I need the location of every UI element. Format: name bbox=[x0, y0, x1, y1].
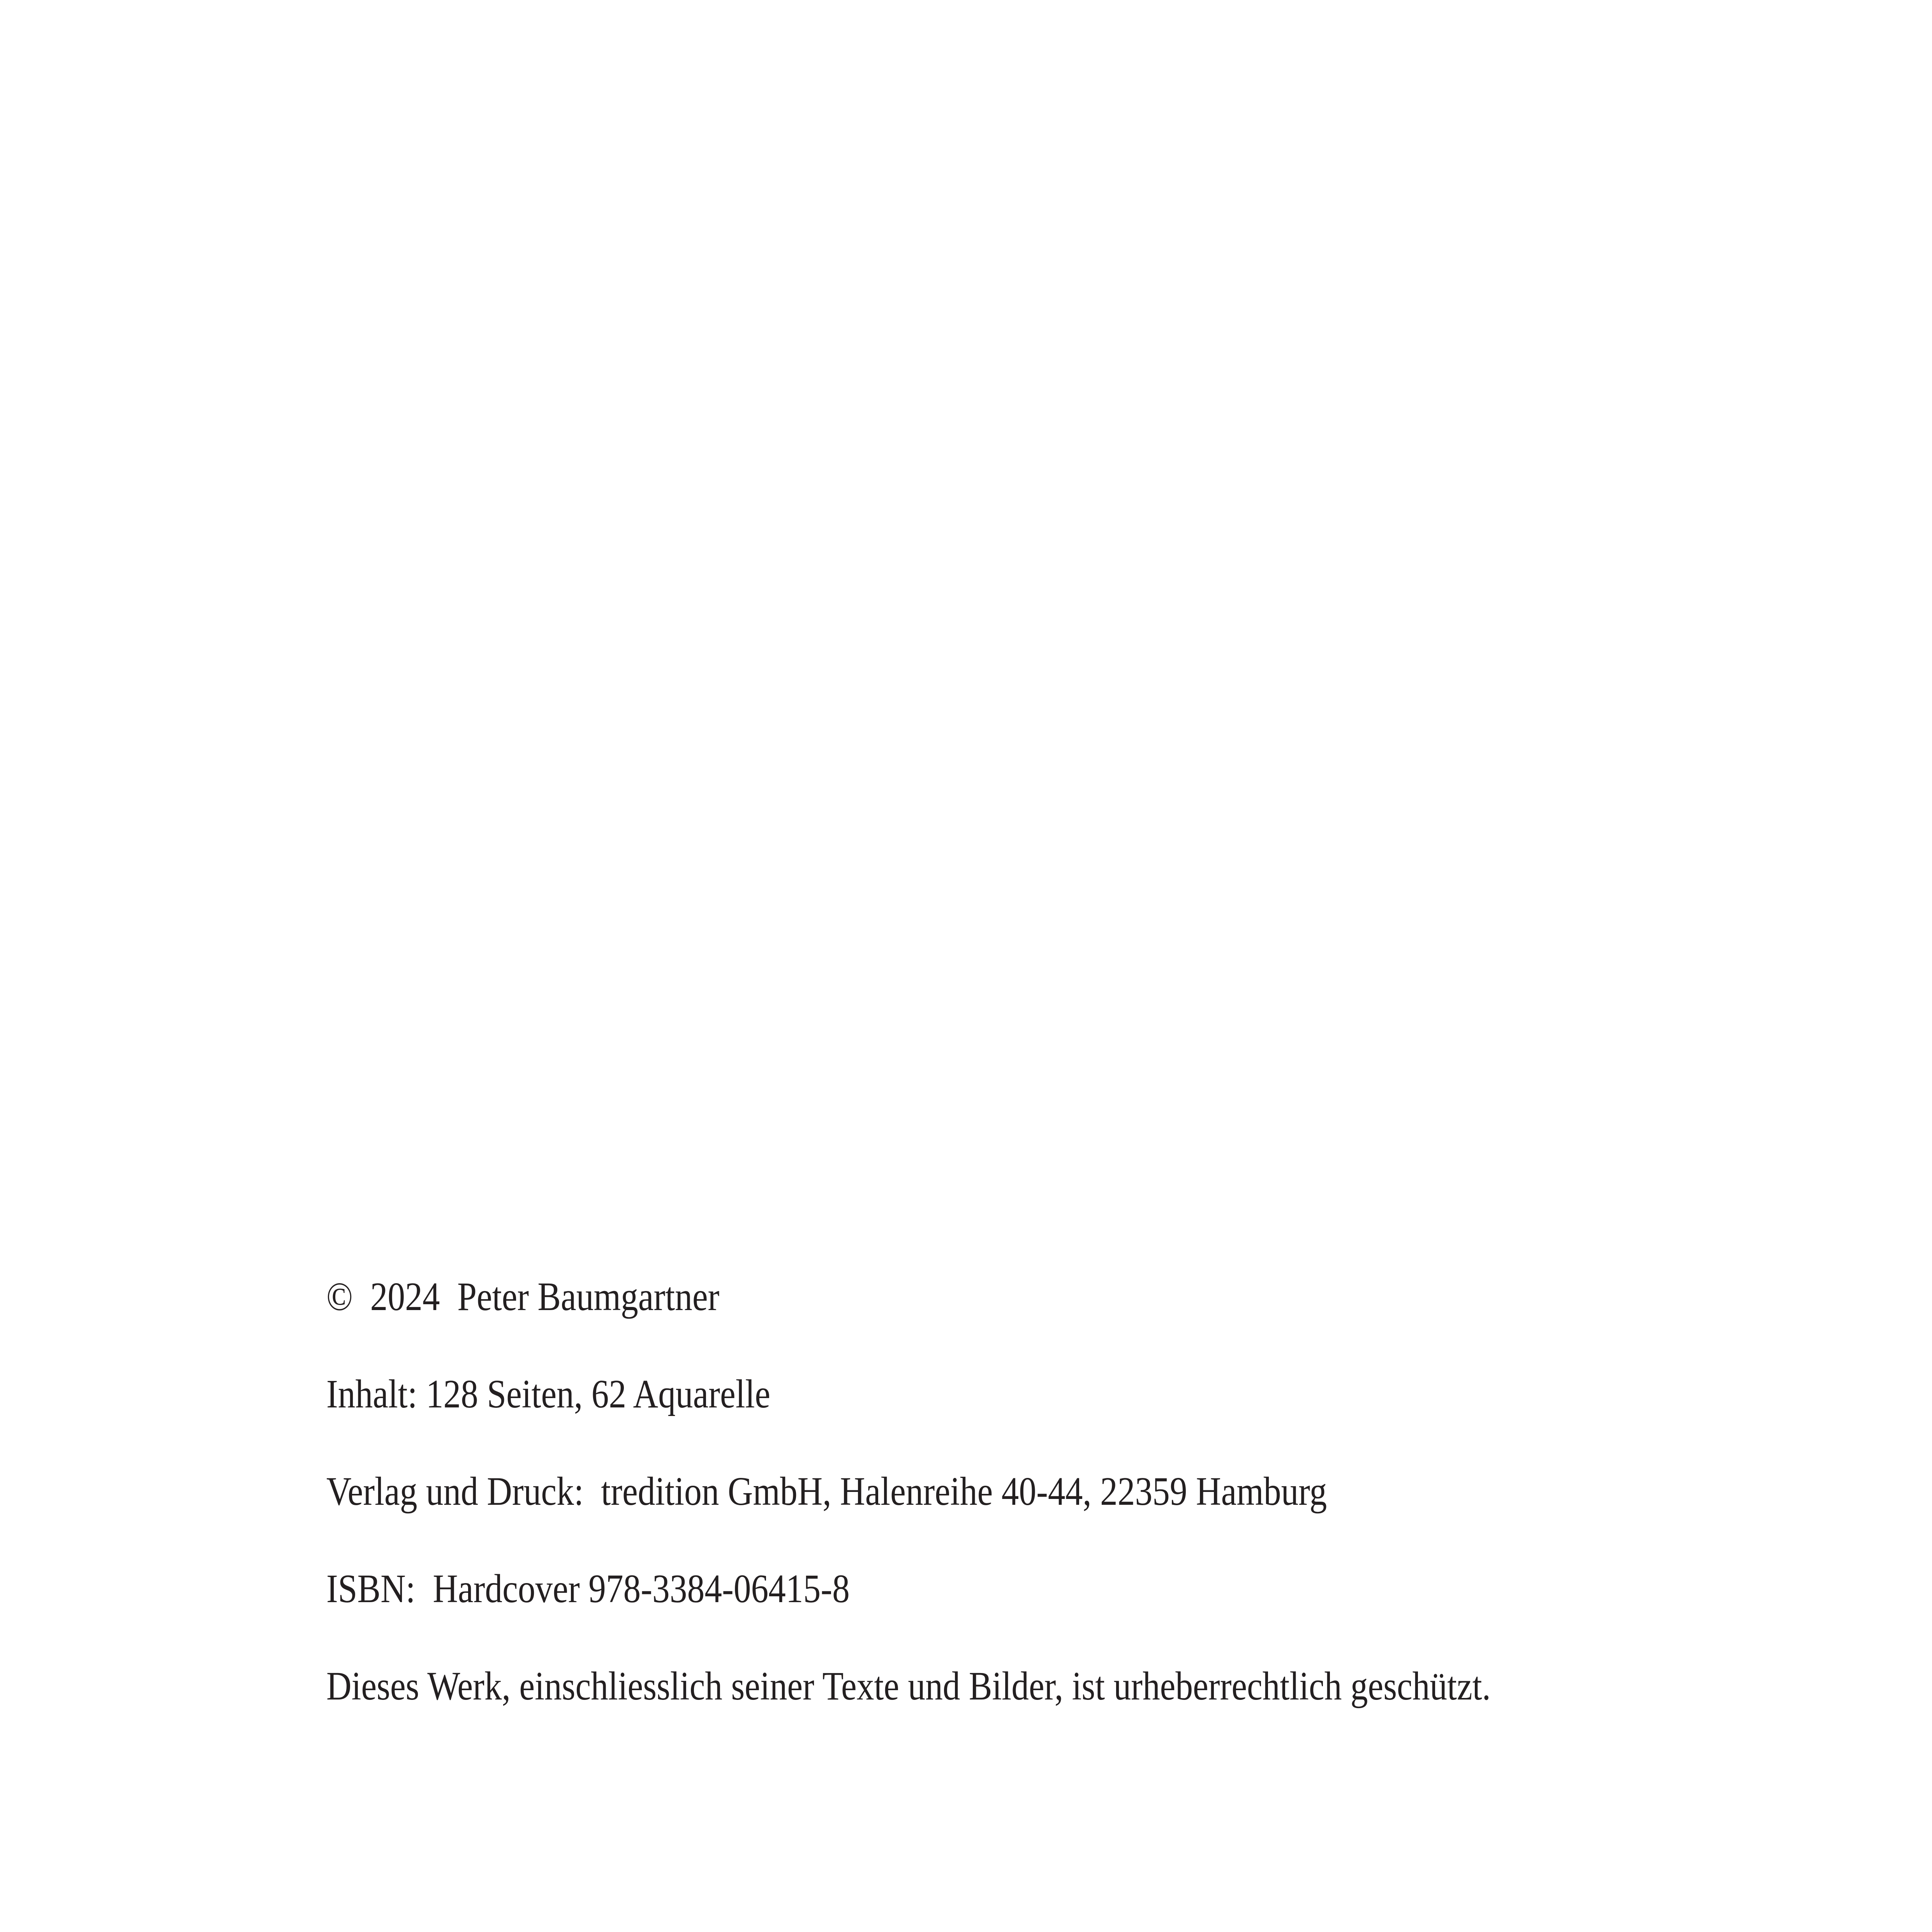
copyright-line: © 2024 Peter Baumgartner bbox=[326, 1274, 720, 1319]
contents-line: Inhalt: 128 Seiten, 62 Aquarelle bbox=[326, 1372, 771, 1416]
isbn-line: ISBN: Hardcover 978-3384-06415-8 bbox=[326, 1566, 850, 1611]
rights-notice-line: Dieses Werk, einschliesslich seiner Texte und Bilder, ist urheberrechtlich geschützt. bbox=[326, 1664, 1491, 1708]
publisher-line: Verlag und Druck: tredition GmbH, Halenreihe 40-44, 22359 Hamburg bbox=[326, 1469, 1327, 1514]
